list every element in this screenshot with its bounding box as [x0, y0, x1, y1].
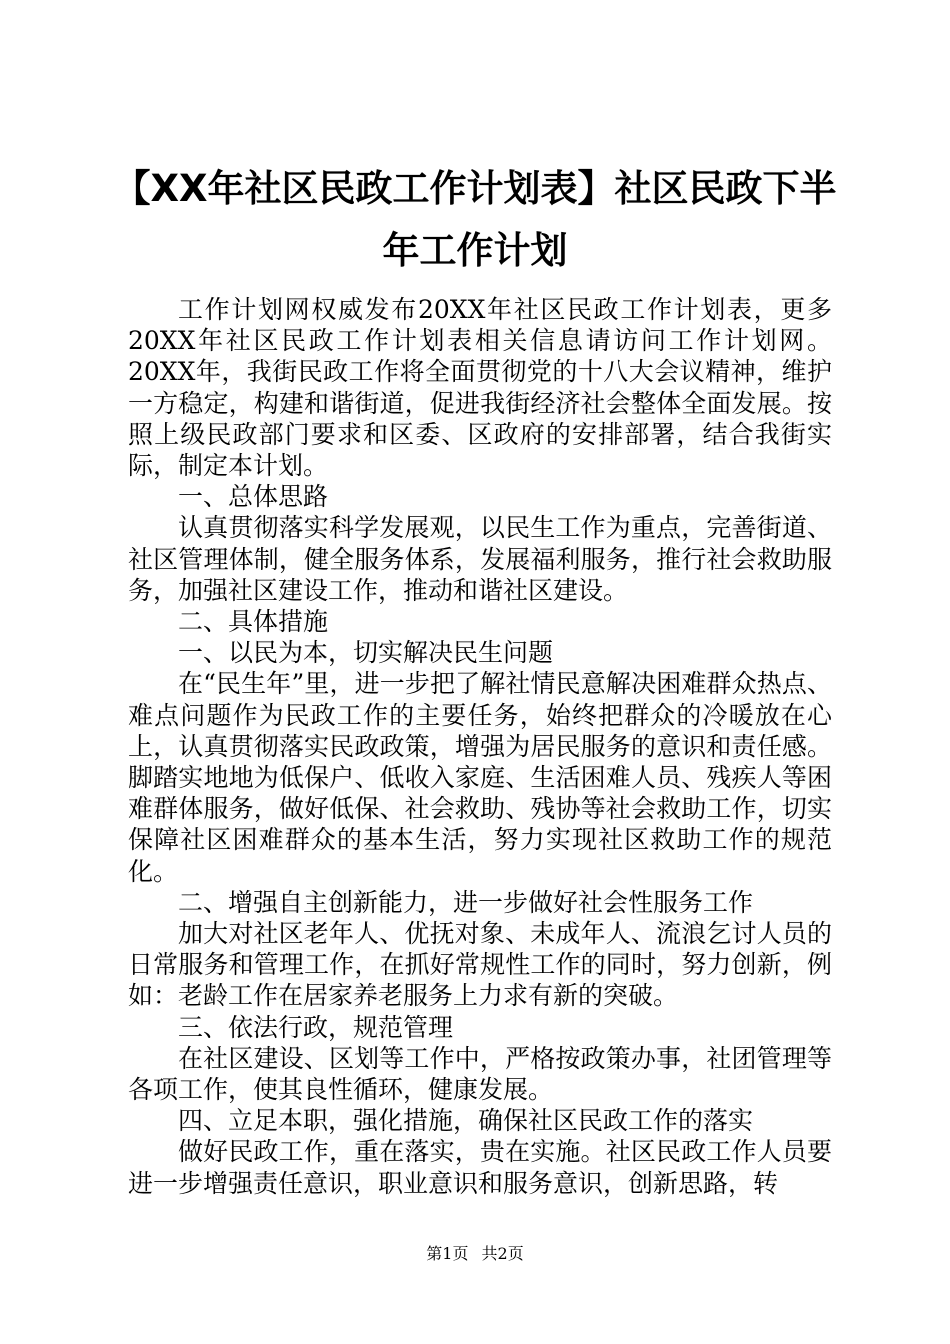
paragraph-1: 在“民生年”里，进一步把了解社情民意解决困难群众热点、难点问题作为民政工作的主要任务，始终把群众的冷暖放在心上，认真贯彻落实民政政策，增强为居民服务的意识和责任感。脚踏实地地为低保户、低收入家庭、生活困难人员、残疾人等困难群体服务，做好低保、社会救助、残协等社会救助工作，切实保障社区困难群众的基本生活，努力实现社区救助工作的规范化。 [128, 669, 832, 886]
paragraph-intro: 工作计划网权威发布20XX年社区民政工作计划表，更多20XX年社区民政工作计划表相关信息请访问工作计划网。20XX年，我街民政工作将全面贯彻党的十八大会议精神，维护一方稳定，构建和谐街道，促进我街经济社会整体全面发展。按照上级民政部门要求和区委、区政府的安排部署，结合我街实际，制定本计划。 [128, 295, 832, 481]
paragraph-4: 做好民政工作，重在落实，贵在实施。社区民政工作人员要进一步增强责任意识，职业意识和服务意识，创新思路，转 [128, 1137, 832, 1198]
page-number: 第1页 [426, 1244, 469, 1263]
document-title [100, 158, 850, 282]
subheading-3: 三、依法行政，规范管理 [178, 1012, 454, 1042]
page-footer [0, 1244, 950, 1264]
subheading-2: 二、增强自主创新能力，进一步做好社会性服务工作 [178, 887, 754, 917]
paragraph-overall-approach: 认真贯彻落实科学发展观，以民生工作为重点，完善街道、社区管理体制，健全服务体系，发展福利服务，推行社会救助服务，加强社区建设工作，推动和谐社区建设。 [128, 513, 832, 605]
title-line-1: 【XX年社区民政工作计划表】社区民政下半 [113, 167, 837, 210]
subheading-1: 一、以民为本，切实解决民生问题 [178, 638, 554, 668]
heading-overall-approach: 一、总体思路 [178, 482, 329, 512]
heading-specific-measures: 二、具体措施 [178, 607, 329, 637]
subheading-4: 四、立足本职，强化措施，确保社区民政工作的落实 [178, 1106, 754, 1136]
document-body [128, 294, 832, 1199]
paragraph-2: 加大对社区老年人、优抚对象、未成年人、流浪乞讨人员的日常服务和管理工作，在抓好常规性工作的同时，努力创新，例如：老龄工作在居家养老服务上力求有新的突破。 [128, 919, 832, 1011]
paragraph-3: 在社区建设、区划等工作中，严格按政策办事，社团管理等各项工作，使其良性循环，健康发展。 [128, 1043, 832, 1105]
page-total: 共2页 [481, 1244, 524, 1263]
title-line-2: 年工作计划 [382, 229, 568, 272]
